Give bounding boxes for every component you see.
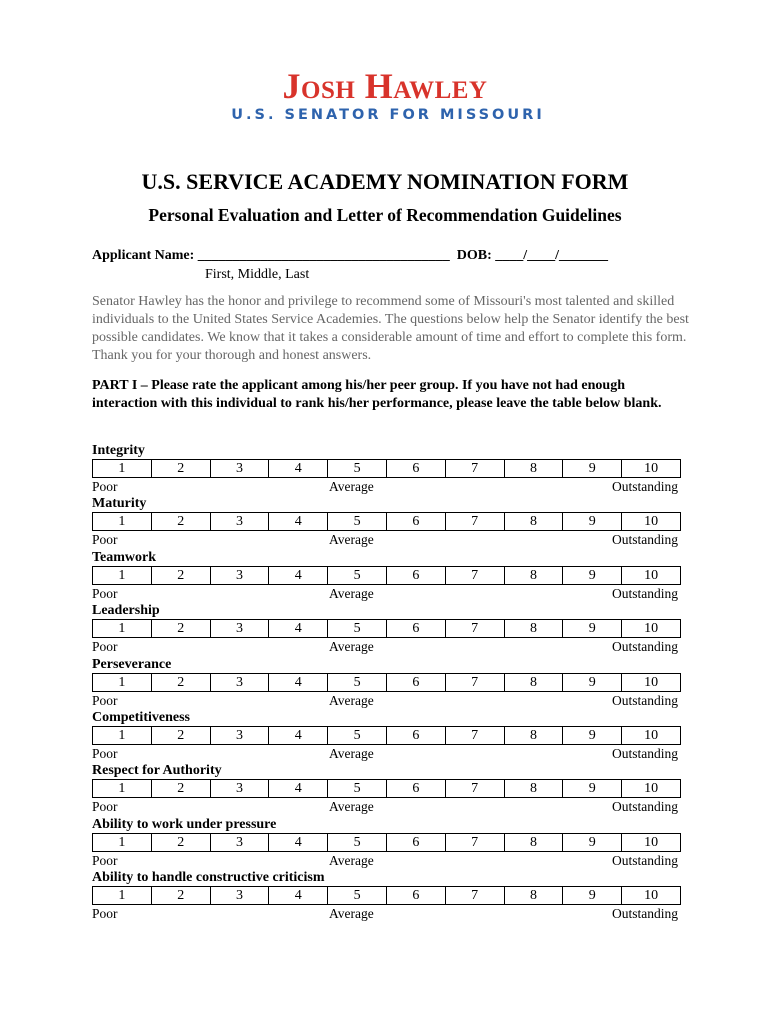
rating-option-3[interactable]: 3 (210, 833, 269, 851)
rating-option-10[interactable]: 10 (622, 620, 681, 638)
scale-high-label: Outstanding (612, 906, 678, 922)
scale-labels (92, 905, 682, 923)
rating-option-7[interactable]: 7 (445, 620, 504, 638)
rating-option-3[interactable]: 3 (210, 673, 269, 691)
scale-low-label: Poor (92, 692, 118, 708)
logo-subtitle: U.S. SENATOR FOR MISSOURI (231, 107, 545, 123)
rating-option-2[interactable]: 2 (151, 673, 210, 691)
rating-label: Perseverance (92, 656, 172, 672)
rating-option-7[interactable]: 7 (445, 460, 504, 478)
form-title: U.S. SERVICE ACADEMY NOMINATION FORM (141, 169, 629, 194)
rating-scale-table (92, 566, 681, 585)
rating-option-6[interactable]: 6 (386, 513, 445, 531)
scale-high-label: Outstanding (612, 746, 678, 761)
rating-option-3[interactable]: 3 (210, 513, 269, 531)
rating-option-9[interactable]: 9 (563, 513, 622, 531)
rating-option-7[interactable]: 7 (445, 780, 504, 798)
scale-low-label: Poor (92, 585, 118, 601)
rating-option-3[interactable]: 3 (210, 887, 269, 905)
rating-option-8[interactable]: 8 (504, 833, 563, 851)
rating-option-6[interactable]: 6 (386, 566, 445, 584)
rating-block (92, 602, 682, 656)
rating-option-10[interactable]: 10 (622, 566, 681, 584)
rating-option-8[interactable]: 8 (504, 460, 563, 478)
rating-option-4[interactable]: 4 (269, 513, 328, 531)
rating-option-5[interactable]: 5 (328, 460, 387, 478)
rating-option-8[interactable]: 8 (504, 673, 563, 691)
scale-mid-label: Average (329, 746, 374, 761)
rating-option-1[interactable]: 1 (93, 780, 152, 798)
rating-block (92, 656, 682, 710)
scale-high-label: Outstanding (612, 639, 678, 655)
scale-labels (92, 745, 682, 763)
rating-scale-table (92, 726, 681, 745)
rating-option-5[interactable]: 5 (328, 727, 387, 745)
rating-option-1[interactable]: 1 (93, 887, 152, 905)
scale-high-label: Outstanding (612, 799, 678, 815)
rating-block (92, 816, 682, 870)
rating-option-9[interactable]: 9 (563, 460, 622, 478)
rating-option-4[interactable]: 4 (269, 833, 328, 851)
rating-option-2[interactable]: 2 (151, 566, 210, 584)
scale-high-label: Outstanding (612, 479, 678, 494)
scale-low-label: Poor (92, 479, 118, 494)
scale-labels (92, 692, 682, 710)
rating-option-2[interactable]: 2 (151, 780, 210, 798)
rating-option-6[interactable]: 6 (386, 780, 445, 798)
part-one-heading: PART I – Please rate the applicant among his/her peer group. If you have not had enough interaction with this individual to rank his/her performance, please leave the table below blank. (92, 378, 662, 411)
rating-option-8[interactable]: 8 (504, 887, 563, 905)
rating-scale-table (92, 673, 681, 692)
rating-option-5[interactable]: 5 (328, 780, 387, 798)
rating-option-4[interactable]: 4 (269, 673, 328, 691)
scale-labels (92, 531, 682, 549)
name-hint: First, Middle, Last (205, 267, 310, 282)
form-subtitle: Personal Evaluation and Letter of Recommendation Guidelines (148, 205, 622, 225)
rating-scale-table (92, 512, 681, 531)
scale-mid-label: Average (329, 585, 374, 601)
rating-label: Teamwork (92, 549, 157, 565)
rating-label: Maturity (92, 496, 147, 512)
scale-mid-label: Average (329, 692, 374, 708)
rating-option-4[interactable]: 4 (269, 460, 328, 478)
rating-option-7[interactable]: 7 (445, 566, 504, 584)
scale-low-label: Poor (92, 639, 118, 655)
rating-option-4[interactable]: 4 (269, 780, 328, 798)
scale-high-label: Outstanding (612, 532, 678, 548)
rating-label: Leadership (92, 603, 160, 619)
rating-option-10[interactable]: 10 (622, 887, 681, 905)
rating-option-9[interactable]: 9 (563, 620, 622, 638)
rating-option-8[interactable]: 8 (504, 566, 563, 584)
scale-mid-label: Average (329, 639, 374, 655)
rating-option-1[interactable]: 1 (93, 833, 152, 851)
rating-option-1[interactable]: 1 (93, 620, 152, 638)
scale-mid-label: Average (329, 532, 374, 548)
rating-block (92, 549, 682, 603)
rating-option-2[interactable]: 2 (151, 887, 210, 905)
intro-paragraph: Senator Hawley has the honor and privilege to recommend some of Missouri's most talented and skilled individuals to the United States Service Academies. The questions below help the Senator identify the best possible candidates. We know that it takes a considerable amount of time and effort to complete this form. Thank you for your thorough and honest answers. (92, 294, 689, 363)
rating-option-5[interactable]: 5 (328, 620, 387, 638)
rating-option-9[interactable]: 9 (563, 727, 622, 745)
rating-label: Ability to work under pressure (92, 816, 277, 832)
rating-option-8[interactable]: 8 (504, 513, 563, 531)
rating-option-5[interactable]: 5 (328, 513, 387, 531)
rating-scale-table (92, 833, 681, 852)
scale-low-label: Poor (92, 799, 118, 815)
scale-high-label: Outstanding (612, 692, 678, 708)
scale-high-label: Outstanding (612, 585, 678, 601)
rating-option-2[interactable]: 2 (151, 727, 210, 745)
logo-name: Josh Hawley (282, 66, 488, 106)
scale-labels (92, 478, 682, 496)
rating-block (92, 442, 682, 496)
rating-option-5[interactable]: 5 (328, 673, 387, 691)
rating-block (92, 709, 682, 763)
scale-mid-label: Average (329, 799, 374, 815)
rating-option-7[interactable]: 7 (445, 673, 504, 691)
rating-option-3[interactable]: 3 (210, 460, 269, 478)
rating-option-6[interactable]: 6 (386, 833, 445, 851)
rating-option-7[interactable]: 7 (445, 513, 504, 531)
scale-low-label: Poor (92, 746, 118, 761)
rating-option-6[interactable]: 6 (386, 620, 445, 638)
scale-labels (92, 798, 682, 816)
rating-option-8[interactable]: 8 (504, 780, 563, 798)
rating-option-8[interactable]: 8 (504, 620, 563, 638)
rating-option-10[interactable]: 10 (622, 780, 681, 798)
rating-option-3[interactable]: 3 (210, 727, 269, 745)
scale-labels (92, 638, 682, 656)
rating-option-1[interactable]: 1 (93, 673, 152, 691)
rating-option-10[interactable]: 10 (622, 673, 681, 691)
scale-mid-label: Average (329, 479, 374, 494)
scale-labels (92, 852, 682, 870)
rating-label: Integrity (92, 443, 145, 458)
rating-option-6[interactable]: 6 (386, 887, 445, 905)
rating-option-10[interactable]: 10 (622, 833, 681, 851)
rating-option-2[interactable]: 2 (151, 460, 210, 478)
rating-scale-table (92, 459, 681, 478)
rating-label: Respect for Authority (92, 763, 222, 779)
rating-option-9[interactable]: 9 (563, 833, 622, 851)
scale-low-label: Poor (92, 532, 118, 548)
rating-option-4[interactable]: 4 (269, 620, 328, 638)
rating-option-1[interactable]: 1 (93, 727, 152, 745)
rating-scale-table (92, 779, 681, 798)
senator-logo (0, 66, 770, 124)
rating-label: Competitiveness (92, 710, 190, 725)
rating-option-2[interactable]: 2 (151, 513, 210, 531)
rating-option-4[interactable]: 4 (269, 887, 328, 905)
rating-option-8[interactable]: 8 (504, 727, 563, 745)
rating-option-2[interactable]: 2 (151, 620, 210, 638)
rating-label: Ability to handle constructive criticism (92, 870, 325, 886)
rating-option-5[interactable]: 5 (328, 833, 387, 851)
rating-scale-table (92, 886, 681, 905)
rating-option-3[interactable]: 3 (210, 566, 269, 584)
rating-option-5[interactable]: 5 (328, 566, 387, 584)
scale-high-label: Outstanding (612, 852, 678, 868)
rating-option-5[interactable]: 5 (328, 887, 387, 905)
rating-option-6[interactable]: 6 (386, 460, 445, 478)
scale-mid-label: Average (329, 906, 374, 922)
rating-option-10[interactable]: 10 (622, 727, 681, 745)
rating-option-4[interactable]: 4 (269, 566, 328, 584)
scale-low-label: Poor (92, 852, 118, 868)
rating-scale-table (92, 619, 681, 638)
rating-option-4[interactable]: 4 (269, 727, 328, 745)
applicant-name-dob-line[interactable]: Applicant Name: ____________________________________ DOB: ____/____/_______ (92, 248, 609, 263)
rating-block (92, 869, 682, 923)
rating-option-3[interactable]: 3 (210, 620, 269, 638)
rating-option-9[interactable]: 9 (563, 887, 622, 905)
rating-option-1[interactable]: 1 (93, 566, 152, 584)
rating-option-6[interactable]: 6 (386, 673, 445, 691)
scale-low-label: Poor (92, 906, 118, 922)
rating-block (92, 762, 682, 816)
rating-option-7[interactable]: 7 (445, 887, 504, 905)
rating-option-9[interactable]: 9 (563, 566, 622, 584)
rating-option-6[interactable]: 6 (386, 727, 445, 745)
rating-option-9[interactable]: 9 (563, 673, 622, 691)
rating-option-10[interactable]: 10 (622, 460, 681, 478)
scale-mid-label: Average (329, 852, 374, 868)
rating-option-10[interactable]: 10 (622, 513, 681, 531)
rating-option-1[interactable]: 1 (93, 513, 152, 531)
rating-option-9[interactable]: 9 (563, 780, 622, 798)
rating-option-7[interactable]: 7 (445, 833, 504, 851)
rating-block (92, 495, 682, 549)
rating-option-1[interactable]: 1 (93, 460, 152, 478)
scale-labels (92, 585, 682, 603)
rating-option-7[interactable]: 7 (445, 727, 504, 745)
rating-option-3[interactable]: 3 (210, 780, 269, 798)
rating-option-2[interactable]: 2 (151, 833, 210, 851)
